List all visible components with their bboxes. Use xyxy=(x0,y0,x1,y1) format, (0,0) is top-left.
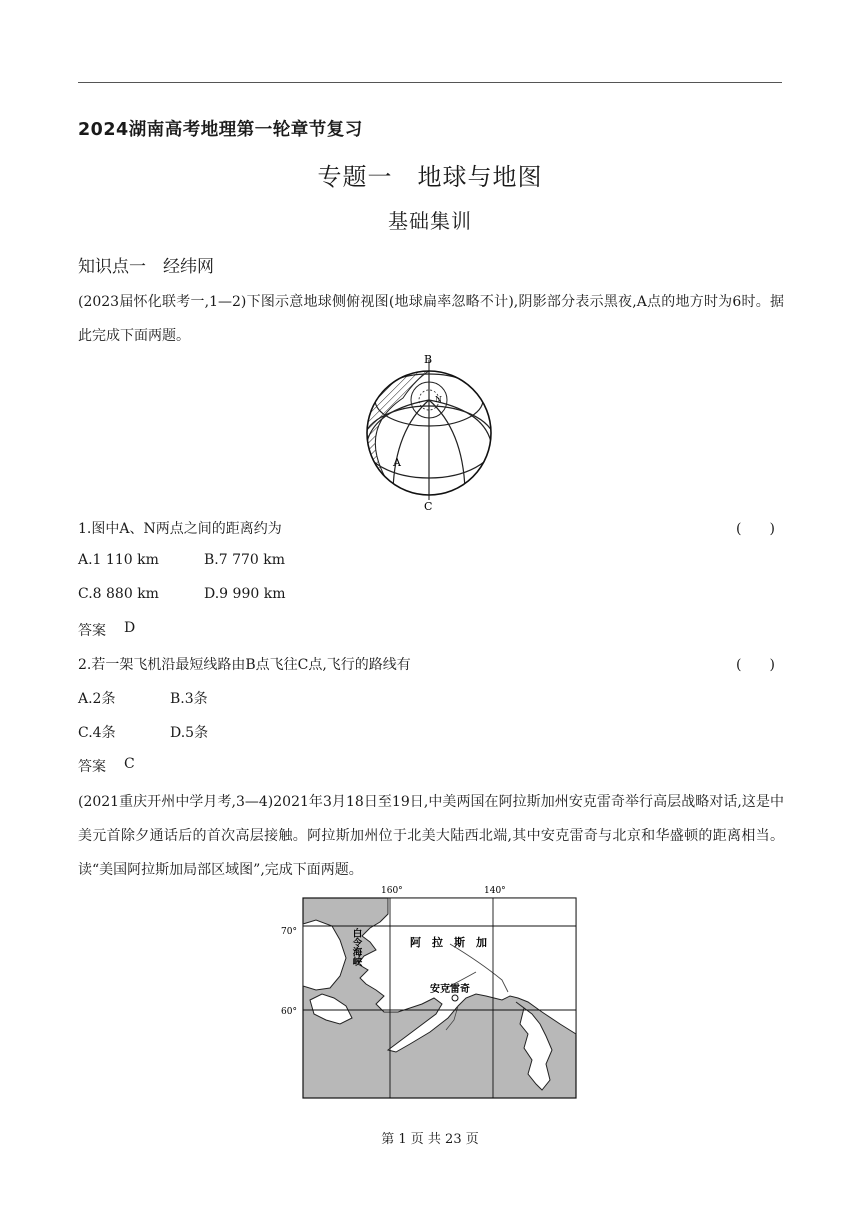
page-subtitle: 基础集训 xyxy=(388,209,472,233)
lon-140-label: 140° xyxy=(484,886,506,896)
label-n: N xyxy=(435,395,442,404)
q1-option-a: A.1 110 km xyxy=(78,552,159,568)
q2-option-d: D.5条 xyxy=(170,725,209,741)
label-a: A xyxy=(393,456,401,469)
q1-answer-label: 答案 xyxy=(78,623,106,639)
alaska-label: 阿 拉 斯 加 xyxy=(410,936,487,949)
q2-stem: 2.若一架飞机沿最短线路由B点飞往C点,飞行的路线有 xyxy=(78,657,411,673)
q1-option-b: B.7 770 km xyxy=(204,552,286,568)
lat-70-label: 70° xyxy=(281,927,297,937)
anchorage-label: 安克雷奇 xyxy=(430,984,470,995)
bering-strait-label: 白令海峡 xyxy=(350,928,362,966)
page-footer: 第 1 页 共 23 页 xyxy=(381,1132,479,1147)
label-b: B xyxy=(424,353,433,366)
q1-option-d: D.9 990 km xyxy=(204,586,286,602)
section-heading: 知识点一 经纬网 xyxy=(78,257,214,277)
page-title: 专题一 地球与地图 xyxy=(317,163,543,191)
anchorage-marker xyxy=(452,995,458,1001)
alaska-map xyxy=(280,884,580,1100)
lat-60-label: 60° xyxy=(281,1007,297,1017)
q2-answer: C xyxy=(124,756,135,772)
q1-stem: 1.图中A、N两点之间的距离约为 xyxy=(78,521,282,537)
intro-paragraph-1: (2023届怀化联考一,1—2)下图示意地球侧俯视图(地球扁率忽略不计),阴影部分表示黑夜,A点的地方时为6时。据此完成下面两题。 xyxy=(78,294,784,344)
globe-figure xyxy=(355,350,505,512)
q1-bracket: ( ) xyxy=(736,521,775,537)
intro-paragraph-2: (2021重庆开州中学月考,3—4)2021年3月18日至19日,中美两国在阿拉斯加州安克雷奇举行高层战略对话,这是中美元首除夕通话后的首次高层接触。阿拉斯加州位于北美大陆西北端,其中安克雷奇与北京和华盛顿的距离相当。读“美国阿拉斯加局部区域图”,完成下面两题。 xyxy=(78,794,784,878)
label-c: C xyxy=(424,500,433,512)
lon-160-label: 160° xyxy=(381,886,403,896)
q2-answer-label: 答案 xyxy=(78,759,106,775)
document-header: 2024湖南高考地理第一轮章节复习 xyxy=(78,120,363,140)
q2-bracket: ( ) xyxy=(736,657,775,673)
q2-option-b: B.3条 xyxy=(170,691,208,707)
q1-answer: D xyxy=(124,620,136,636)
header-rule xyxy=(78,82,782,83)
q1-option-c: C.8 880 km xyxy=(78,586,159,602)
q2-option-c: C.4条 xyxy=(78,725,116,741)
q2-option-a: A.2条 xyxy=(78,691,116,707)
